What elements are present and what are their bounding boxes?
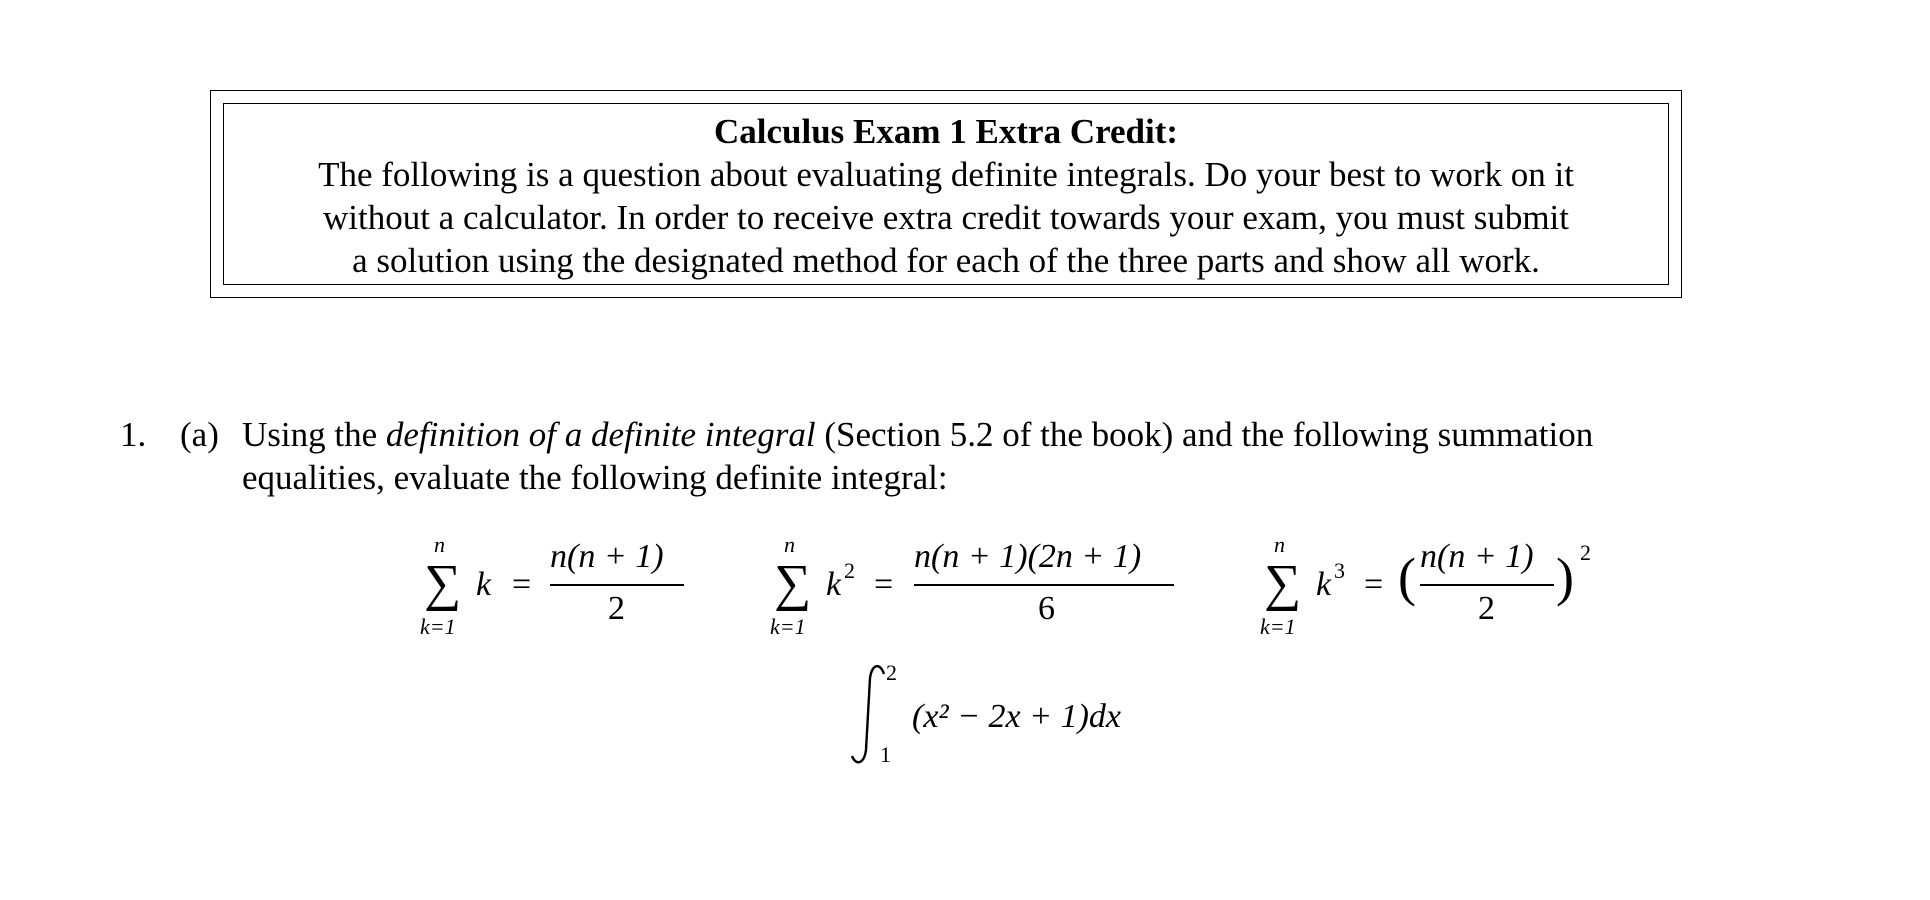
sum1-numerator: n(n + 1) (550, 538, 664, 575)
instructions-inner-box (223, 103, 1669, 285)
sum3-equals: = (1364, 566, 1384, 603)
integral-lower-limit: 1 (880, 742, 891, 767)
integral-upper-limit: 2 (886, 660, 897, 685)
problem-line-2: equalities, evaluate the following definite integral: (242, 458, 948, 497)
sum1-upper-limit: n (434, 532, 445, 557)
instructions-line-1: The following is a question about evaluating definite integrals. Do your best to work on it (318, 155, 1574, 194)
problem-text (242, 413, 1802, 499)
definite-integral (850, 660, 1190, 780)
problem-emphasis: definition of a definite integral (385, 415, 816, 454)
sum2-fraction-bar (914, 584, 1174, 586)
sum2-numerator: n(n + 1)(2n + 1) (914, 538, 1142, 575)
sum1-sigma-symbol: ∑ (424, 555, 462, 612)
sum3-exponent: 3 (1334, 558, 1345, 583)
sum3-left-paren: ( (1398, 547, 1416, 607)
integrand: (x² − 2x + 1)dx (912, 698, 1121, 735)
sum2-upper-limit: n (784, 532, 795, 557)
sum2-sigma-symbol: ∑ (774, 555, 812, 612)
sum1-equals: = (512, 566, 532, 603)
sum-k-cubed-formula (1250, 528, 1610, 648)
sum3-denominator: 2 (1478, 590, 1495, 627)
problem-line-1-end: (Section 5.2 of the book) and the following summation (815, 415, 1594, 454)
sum2-term: k (826, 566, 842, 603)
sum3-term: k (1316, 566, 1332, 603)
sum2-equals: = (874, 566, 894, 603)
instructions-box (210, 90, 1682, 298)
sum1-denominator: 2 (608, 590, 625, 627)
instructions-line-3: a solution using the designated method for each of the three parts and show all work. (352, 241, 1540, 280)
sum1-term: k (476, 566, 492, 603)
sum2-denominator: 6 (1038, 590, 1055, 627)
sum3-outer-exponent: 2 (1580, 540, 1591, 565)
sum3-fraction-bar (1420, 584, 1554, 586)
problem-part-label: (a) (180, 415, 219, 454)
sum1-lower-limit: k=1 (420, 614, 456, 639)
instructions-line-2: without a calculator. In order to receive extra credit towards your exam, you must submit (322, 198, 1569, 237)
instructions-title: Calculus Exam 1 Extra Credit: (713, 112, 1179, 151)
sum-k-squared-formula (760, 528, 1180, 648)
sum3-right-paren: ) (1556, 547, 1574, 607)
sum3-sigma-symbol: ∑ (1264, 555, 1302, 612)
sum3-lower-limit: k=1 (1260, 614, 1296, 639)
sum3-upper-limit: n (1274, 532, 1285, 557)
problem-line-1-start: Using the (242, 415, 386, 454)
sum1-fraction-bar (550, 584, 684, 586)
problem-number: 1. (120, 415, 147, 454)
sum-k-formula (410, 528, 690, 648)
sum2-lower-limit: k=1 (770, 614, 806, 639)
sum3-numerator: n(n + 1) (1420, 538, 1534, 575)
problem-line-1 (242, 415, 1593, 454)
sum2-exponent: 2 (844, 558, 855, 583)
